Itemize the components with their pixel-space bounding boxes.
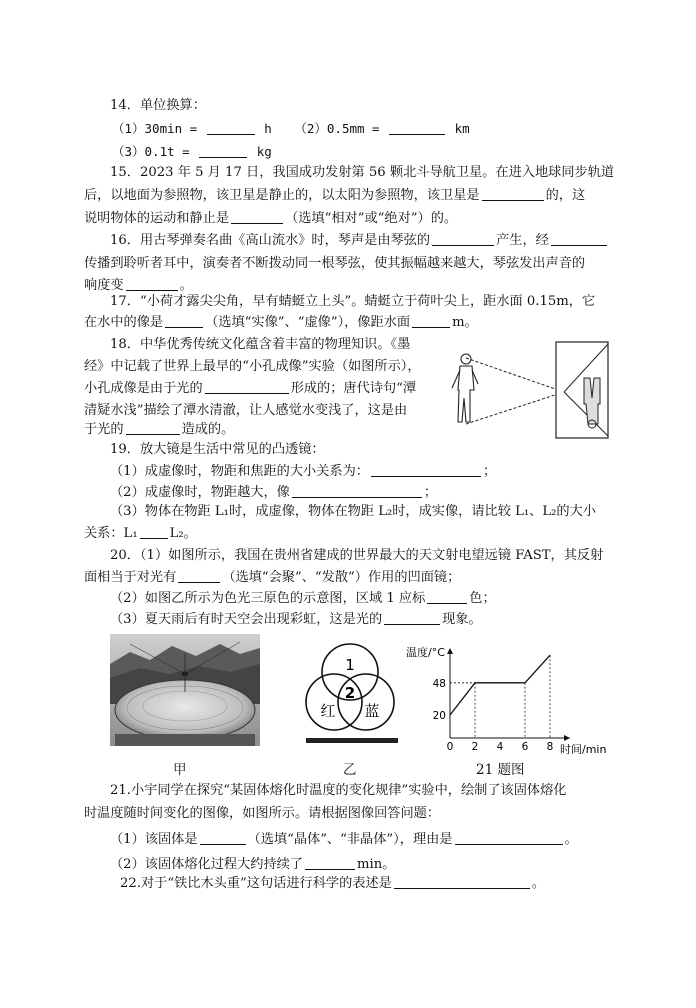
- q15-text2a: 后，以地面为参照物，该卫星是静止的，以太阳为参照物，该卫星是: [84, 188, 480, 203]
- q17-blank1[interactable]: [165, 313, 203, 328]
- q20-text3a: （2）如图乙所示为色光三原色的示意图，区域 1 应标: [110, 591, 426, 606]
- q16-blank3[interactable]: [126, 276, 178, 291]
- q19-blank2[interactable]: [292, 483, 422, 498]
- q18-line5: [84, 420, 234, 440]
- pinhole-figure: [446, 338, 612, 442]
- x-axis-label: 时间/min: [560, 743, 607, 754]
- q19-text2a: （1）成虚像时，物距和焦距的大小关系为：: [110, 464, 369, 479]
- q20-line1: 20．（1）如图所示，我国在贵州省建成的世界最大的天文射电望远镜 FAST，其反射: [110, 548, 604, 563]
- q18-text3a: 小孔成像是由于光的: [84, 381, 203, 396]
- q20-line3: [110, 589, 496, 609]
- q22-line1: [120, 874, 545, 894]
- q17-text2a: 在水中的像是: [84, 315, 164, 330]
- q15-text3a: 说明物体的运动和静止是: [84, 211, 230, 226]
- q18-text5a: 于光的: [84, 422, 124, 437]
- q17-blank2[interactable]: [412, 313, 450, 328]
- q21-blank3[interactable]: [305, 855, 355, 870]
- q14-item3: （3）0.1t =: [112, 144, 198, 159]
- q17-line2: [84, 313, 478, 333]
- q18-text5b: 造成的。: [181, 422, 235, 437]
- q14-blank2[interactable]: [389, 120, 445, 135]
- q17-line1: 17．“小荷才露尖尖角，早有蜻蜓立上头”。蜻蜓立于荷叶尖上，距水面 0.15m，它: [110, 294, 596, 309]
- q19-blank3[interactable]: [140, 524, 168, 539]
- q16-text3b: 。: [179, 278, 193, 293]
- q16-text1b: 产生，经: [496, 233, 549, 248]
- q20-blank3[interactable]: [384, 610, 440, 625]
- q21-blank2[interactable]: [455, 830, 563, 845]
- y-axis-label: 温度/°C: [406, 646, 445, 659]
- q16-blank2[interactable]: [551, 231, 607, 246]
- q19-line1: 19．放大镜是生活中常见的凸透镜：: [110, 442, 325, 457]
- q15-line1: 15．2023 年 5 月 17 日，我国成功发射第 56 颗北斗导航卫星。在进入地球同步轨道: [110, 165, 615, 180]
- q18-blank2[interactable]: [126, 420, 180, 435]
- q14-unit3: kg: [249, 144, 272, 159]
- q17-text2b: （选填“实像”、“虚像”），像距水面: [205, 315, 411, 330]
- q15-text2b: 的，这: [545, 188, 586, 203]
- q15-blank1[interactable]: [482, 186, 544, 201]
- q17-text2c: m。: [452, 315, 478, 330]
- y-axis-arrow: [447, 648, 453, 654]
- q21-line1: 21.小宇同学在探究“某固体熔化时温度的变化规律”实验中，绘制了该固体熔化: [110, 783, 567, 798]
- x-tick-4: 4: [496, 741, 504, 753]
- q19-blank1[interactable]: [371, 462, 481, 477]
- q21-text3a: （1）该固体是: [110, 832, 198, 847]
- q15-line2: [84, 186, 585, 206]
- venn-region-2: 2: [344, 684, 356, 702]
- melting-chart: [404, 642, 624, 754]
- q19-line3: [110, 483, 437, 503]
- q20-line2: [84, 568, 460, 588]
- q20-text3b: 色；: [469, 591, 496, 606]
- q18-line1: 18．中华优秀传统文化蕴含着丰富的物理知识。《墨: [110, 337, 411, 352]
- q19-text2b: ；: [482, 464, 497, 479]
- caption-yi: 乙: [343, 762, 357, 778]
- fast-telescope-photo: [110, 634, 260, 746]
- caption-21: 21 题图: [476, 762, 525, 778]
- q16-blank1[interactable]: [432, 231, 494, 246]
- q20-text2a: 面相当于对光有: [84, 570, 177, 585]
- q22-text1b: 。: [531, 876, 546, 891]
- q18-text3b: 形成的；唐代诗句“潭: [290, 381, 417, 396]
- q14-item1: （1）30min =: [112, 121, 205, 136]
- x-tick-6: 6: [521, 741, 529, 753]
- q15-text3b: （选填“相对”或“绝对”）的。: [285, 211, 458, 226]
- venn-diagram: [298, 640, 406, 744]
- q20-blank1[interactable]: [178, 568, 220, 583]
- x-axis-arrow: [564, 735, 570, 741]
- q18-line3: [84, 379, 416, 399]
- q20-text4a: （3）夏天雨后有时天空会出现彩虹，这是光的: [110, 612, 383, 627]
- q20-line4: [110, 610, 482, 630]
- x-tick-0: 0: [446, 741, 454, 753]
- q20-blank2[interactable]: [427, 589, 467, 604]
- q19-line4: （3）物体在物距 L₁时，成虚像，物体在物距 L₂时，成实像，请比较 L₁、L₂的大小: [110, 504, 596, 519]
- q21-line3: [110, 830, 578, 850]
- q19-text5b: L₂。: [169, 526, 197, 541]
- q19-text3a: （2）成虚像时，物距越大，像: [110, 485, 290, 500]
- q16-text3a: 响度变: [84, 278, 124, 293]
- q15-blank2[interactable]: [231, 209, 283, 224]
- venn-region-1: 1: [345, 656, 355, 674]
- q20-text4b: 现象。: [442, 612, 482, 627]
- q18-line2: 经》中记载了世界上最早的“小孔成像”实验（如图所示），: [84, 359, 421, 374]
- q14-line1: [112, 119, 470, 139]
- q14-line2: [112, 142, 272, 162]
- q21-line2: 时温度随时间变化的图像，如图所示。请根据图像回答问题：: [84, 806, 441, 821]
- q15-line3: [84, 209, 457, 229]
- x-tick-2: 2: [471, 741, 479, 753]
- q14-item2: （2）0.5mm =: [294, 121, 388, 136]
- q14-unit1: h: [256, 121, 272, 136]
- q19-line2: [110, 462, 496, 482]
- q16-line2: 传播到聆听者耳中，演奏者不断拨动同一根琴弦，使其振幅越来越大，琴弦发出声音的: [84, 256, 586, 271]
- q19-text5a: 关系：L₁: [84, 526, 138, 541]
- q14-blank3[interactable]: [199, 143, 247, 158]
- q19-text3b: ；: [423, 485, 438, 500]
- q14-blank1[interactable]: [207, 120, 255, 135]
- q21-text3b: （选填“晶体”、“非晶体”），理由是: [247, 832, 453, 847]
- x-tick-8: 8: [546, 741, 554, 753]
- q21-text3c: 。: [564, 832, 578, 847]
- q14-title: 14．单位换算：: [110, 98, 206, 113]
- q16-text1a: 16．用古琴弹奏名曲《高山流水》时，琴声是由琴弦的: [110, 233, 431, 248]
- q16-line1: [110, 231, 609, 251]
- temperature-line: [450, 655, 550, 715]
- q21-blank1[interactable]: [200, 830, 246, 845]
- q21-text4b: min。: [357, 857, 396, 872]
- upright-person-icon: [452, 354, 478, 422]
- q19-line5: [84, 524, 197, 544]
- caption-jia: 甲: [173, 762, 187, 778]
- q18-line4: 清疑水浅”描绘了潭水清澈，让人感觉水变浅了，这是由: [84, 403, 408, 418]
- y-tick-20: 20: [432, 710, 446, 722]
- venn-blue-label: 蓝: [364, 702, 380, 720]
- venn-red-label: 红: [320, 702, 336, 720]
- y-tick-48: 48: [432, 677, 446, 690]
- q22-blank1[interactable]: [394, 874, 530, 889]
- q18-blank1[interactable]: [205, 379, 289, 394]
- q14-unit2: km: [447, 121, 470, 136]
- q21-text4a: （2）该固体熔化过程大约持续了: [110, 857, 304, 872]
- q20-text2b: （选填“会聚”、“发散”）作用的凹面镜；: [222, 570, 461, 585]
- q22-text1a: 22.对于“铁比木头重”这句话进行科学的表述是: [120, 876, 392, 891]
- q21-line4: [110, 855, 395, 875]
